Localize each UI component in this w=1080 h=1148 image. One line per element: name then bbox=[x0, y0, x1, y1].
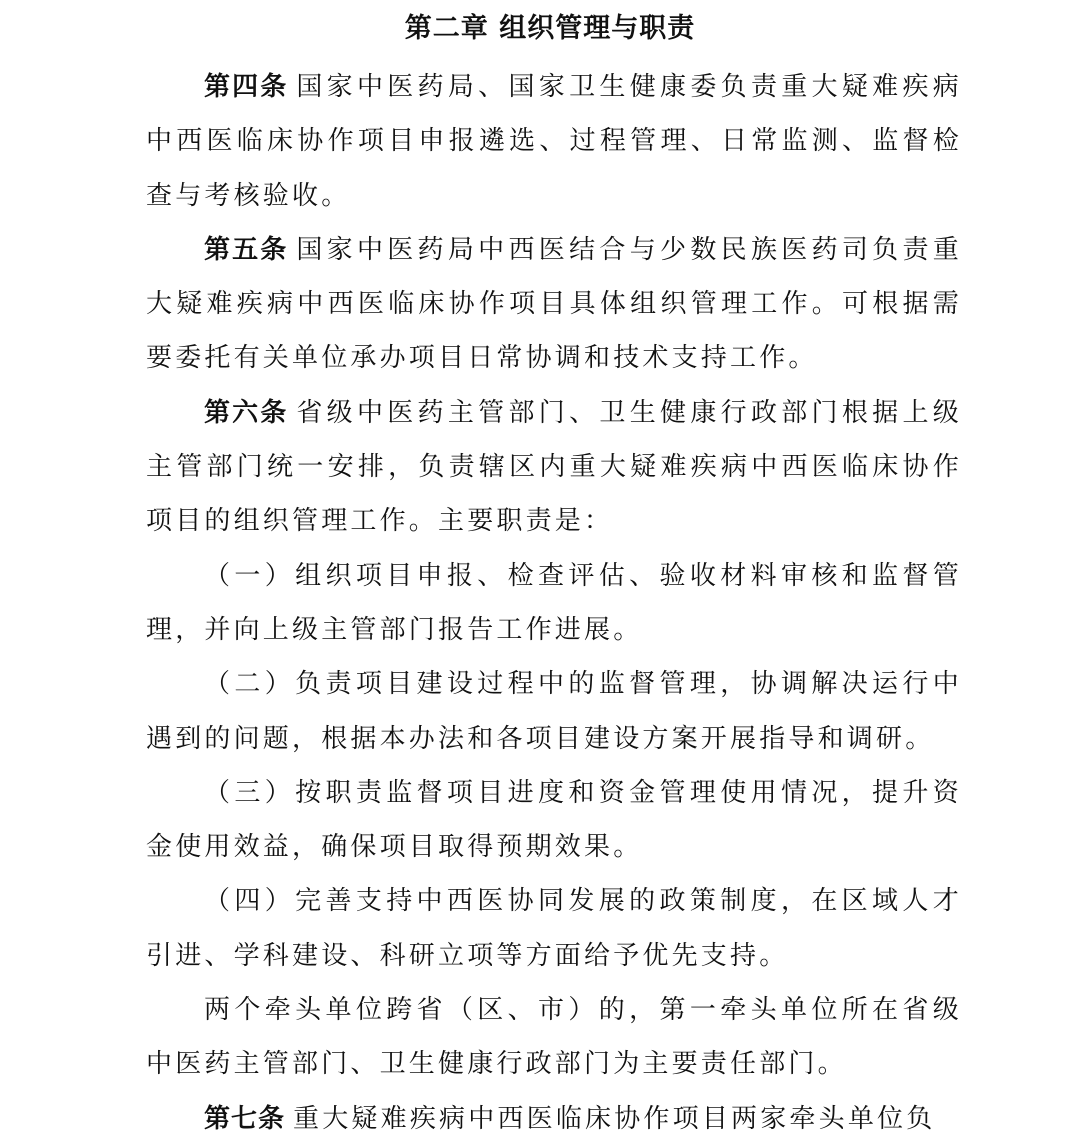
duty-item-2: （二）负责项目建设过程中的监督管理，协调解决运行中遇到的问题，根据本办法和各项目建设方案开展指导和调研。 bbox=[146, 669, 962, 754]
article-4 bbox=[146, 60, 962, 223]
article-5 bbox=[146, 223, 962, 386]
article-6-label: 第六条 bbox=[204, 397, 289, 428]
article-4-text: 国家中医药局、国家卫生健康委负责重大疑难疾病中西医临床协作项目申报遴选、过程管理、日常监测、监督检查与考核验收。 bbox=[146, 72, 962, 211]
article-7 bbox=[146, 1092, 962, 1146]
duty-item-3: （三）按职责监督项目进度和资金管理使用情况，提升资金使用效益，确保项目取得预期效果。 bbox=[146, 777, 962, 863]
duty-item-4: （四）完善支持中西医协同发展的政策制度，在区域人才引进、学科建设、科研立项等方面给予优先支持。 bbox=[146, 886, 962, 971]
cross-province-note: 两个牵头单位跨省（区、市）的，第一牵头单位所在省级中医药主管部门、卫生健康行政部门为主要责任部门。 bbox=[146, 995, 962, 1080]
article-6 bbox=[146, 386, 962, 549]
article-5-text: 国家中医药局中西医结合与少数民族医药司负责重大疑难疾病中西医临床协作项目具体组织管理工作。可根据需要委托有关单位承办项目日常协调和技术支持工作。 bbox=[146, 234, 962, 374]
chapter-title: 第二章 组织管理与职责 bbox=[404, 13, 696, 44]
article-4-label: 第四条 bbox=[204, 72, 289, 102]
article-5-label: 第五条 bbox=[204, 234, 289, 265]
article-7-label: 第七条 bbox=[204, 1103, 286, 1134]
article-7-text: 重大疑难疾病中西医临床协作项目两家牵头单位负 bbox=[293, 1103, 936, 1134]
article-6-text: 省级中医药主管部门、卫生健康行政部门根据上级主管部门统一安排，负责辖区内重大疑难疾病中西医临床协作项目的组织管理工作。主要职责是： bbox=[146, 397, 962, 537]
document-body bbox=[146, 60, 962, 1146]
duty-item-1: （一）组织项目申报、检查评估、验收材料审核和监督管理，并向上级主管部门报告工作进展。 bbox=[146, 560, 962, 645]
